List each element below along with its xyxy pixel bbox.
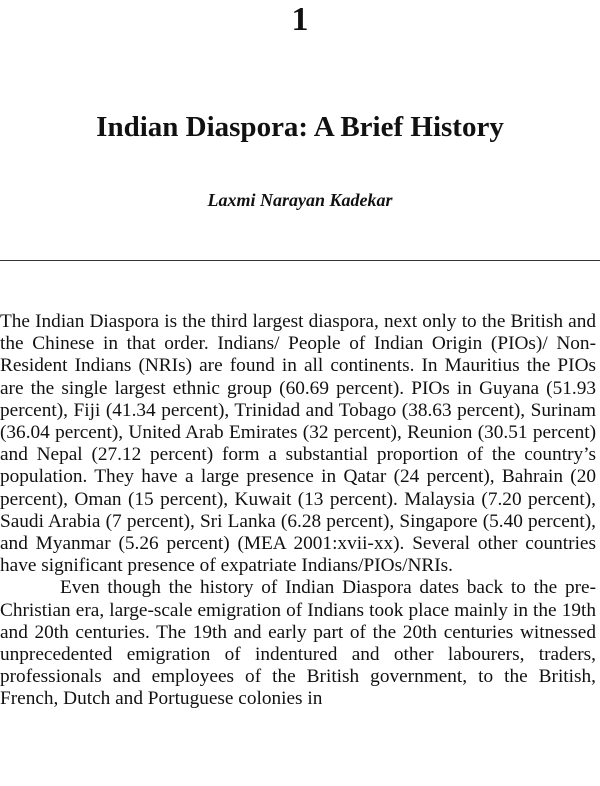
chapter-number: 1 bbox=[291, 1, 309, 38]
body-text bbox=[0, 311, 596, 711]
title-divider bbox=[0, 260, 600, 261]
paragraph-1: The Indian Diaspora is the third largest diaspora, next only to the British and the Chinese in that order. Indians/ People of Indian Origin (PIOs)/ Non-Resident Indians (NRIs) are found in all continents. In Mauritius the PIOs are the single largest ethnic group (60.69 percent). PIOs in Guyana (51.93 percent), Fiji (41.34 percent), Trinidad and Tobago (38.63 percent), Surinam (36.04 percent), United Arab Emirates (32 percent), Reunion (30.51 percent) and Nepal (27.12 percent) form a substantial proportion of the country’s population. They have a large presence in Qatar (24 percent), Bahrain (20 percent), Oman (15 percent), Kuwait (13 percent). Malaysia (7.20 percent), Saudi Arabia (7 percent), Sri Lanka (6.28 percent), Singapore (5.40 percent), and Myanmar (5.26 percent) (MEA 2001:xvii-xx). Several other countries have significant presence of expatriate Indians/PIOs/NRIs. bbox=[0, 311, 596, 577]
paragraph-2: Even though the history of Indian Diaspora dates back to the pre-Christian era, large-scale emigration of Indians took place mainly in the 19th and 20th centuries. The 19th and early part of the 20th centuries witnessed unprecedented emigration of indentured and other labourers, traders, professionals and employees of the British government, to the British, French, Dutch and Portuguese colonies in bbox=[0, 577, 596, 710]
chapter-title: Indian Diaspora: A Brief History bbox=[96, 111, 504, 143]
author-name: Laxmi Narayan Kadekar bbox=[207, 190, 393, 210]
